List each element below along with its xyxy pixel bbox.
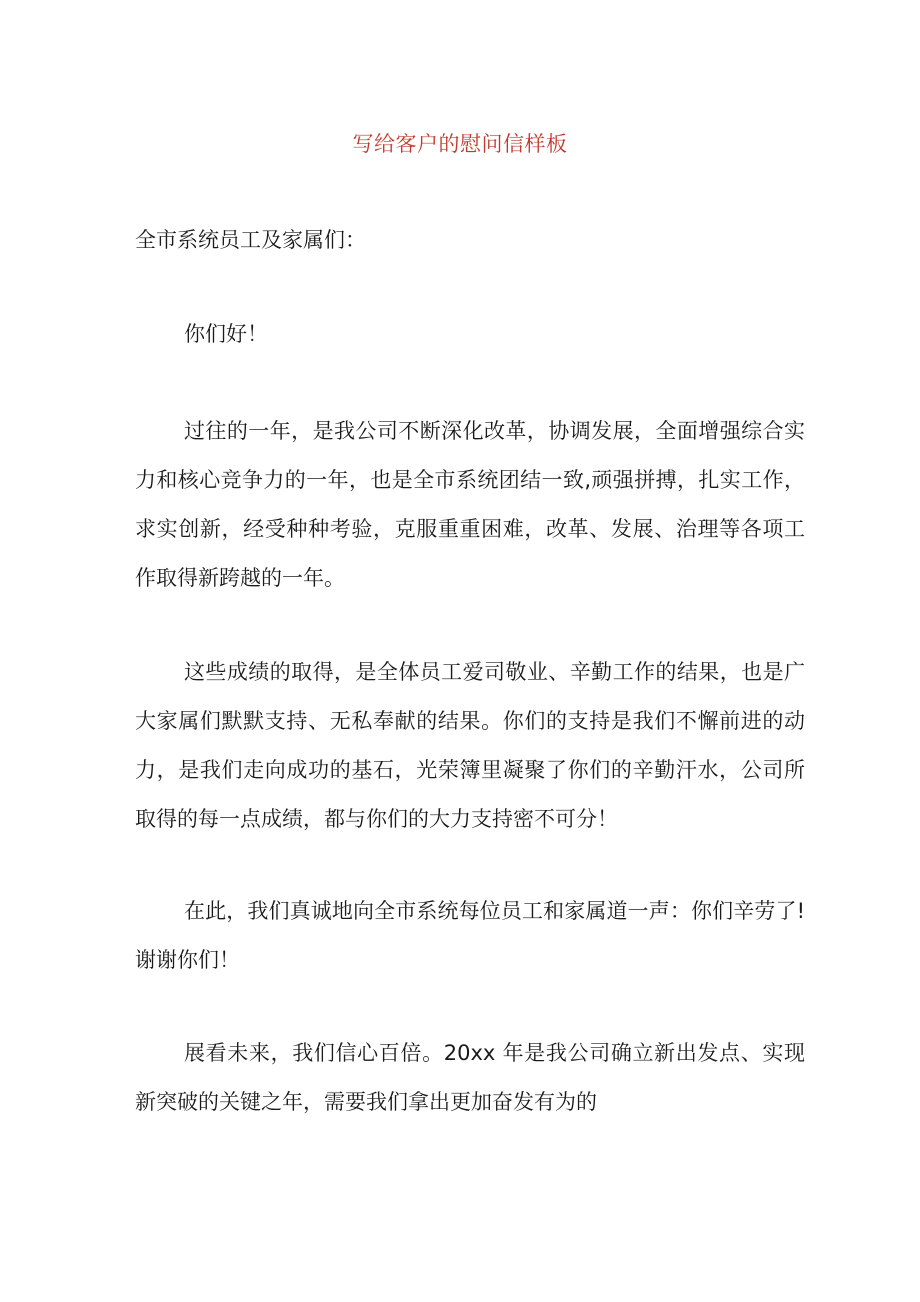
document-title: 写给客户的慰问信样板 xyxy=(352,132,568,156)
salutation: 全市系统员工及家属们： xyxy=(135,228,366,252)
paragraph-outlook: 展看未来，我们信心百倍。20xx 年是我公司确立新出发点、实现新突破的关键之年，需要我们拿出更加奋发有为的 xyxy=(135,1041,805,1114)
paragraph-achievements: 这些成绩的取得，是全体员工爱司敬业、辛勤工作的结果，也是广大家属们默默支持、无私奉献的结果。你们的支持是我们不懈前进的动力，是我们走向成功的基石，光荣簿里凝聚了你们的辛勤汗水，公司所取得的每一点成绩，都与你们的大力支持密不可分！ xyxy=(135,660,805,831)
paragraph-thanks: 在此，我们真诚地向全市系统每位员工和家属道一声：你们辛劳了!谢谢你们！ xyxy=(135,899,805,972)
paragraph-review: 过往的一年，是我公司不断深化改革，协调发展，全面增强综合实力和核心竞争力的一年，也是全市系统团结一致,顽强拼搏，扎实工作，求实创新，经受种种考验，克服重重困难，改革、发展、治理等各项工作取得新跨越的一年。 xyxy=(135,419,805,590)
greeting: 你们好！ xyxy=(184,322,268,346)
